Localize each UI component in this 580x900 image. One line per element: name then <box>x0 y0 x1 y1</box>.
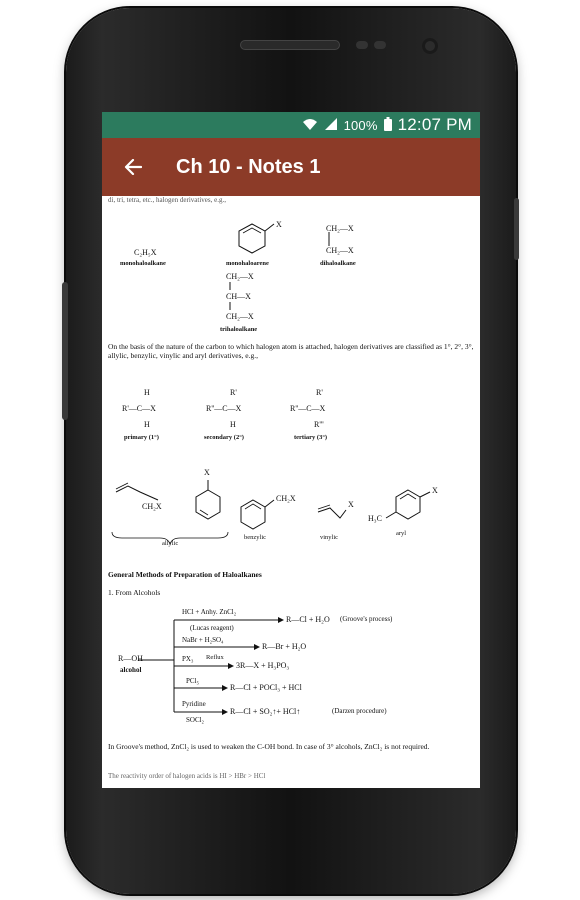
roh-label: alcohol <box>120 666 142 674</box>
power-button[interactable] <box>514 198 519 260</box>
status-bar <box>102 112 480 138</box>
tri-1: CH₂—X <box>226 272 254 281</box>
r5-product: R—Cl + SO₂↑+ HCl↑ <box>230 707 301 716</box>
r1-note: (Groove's process) <box>340 615 393 623</box>
vinylic-chain <box>318 508 346 518</box>
vinylic-label: vinylic <box>320 534 339 541</box>
app-bar <box>102 138 480 196</box>
benzylic-ch2x: CH₂X <box>276 494 296 503</box>
tri-label: trihaloalkane <box>220 326 258 333</box>
heading-methods: General Methods of Preparation of Haloalkanes <box>108 570 262 579</box>
r3-reagent: PX₃ <box>182 655 194 663</box>
secondary-top: R' <box>230 388 237 397</box>
secondary-label: secondary (2°) <box>204 434 244 441</box>
r2-product: R—Br + H₂O <box>262 642 307 651</box>
tri-2: CH—X <box>226 292 251 301</box>
roh: R—OH <box>118 654 143 663</box>
tertiary-top: R' <box>316 388 323 397</box>
primary-top: H <box>144 388 150 397</box>
earpiece-speaker <box>240 40 340 50</box>
r4-product: R—Cl + POCl₃ + HCl <box>230 683 302 692</box>
screen <box>102 112 480 788</box>
primary-label: primary (1°) <box>124 434 159 441</box>
di-top: CH₂—X <box>326 224 354 233</box>
tertiary-label: tertiary (3°) <box>294 434 328 441</box>
allylic-x: X <box>204 468 210 477</box>
status-icons <box>302 114 472 136</box>
secondary-bottom: H <box>230 420 236 429</box>
primary-middle: R'—C—X <box>122 404 156 413</box>
r4-reagent: PCl₅ <box>186 677 199 685</box>
r3-product: 3R—X + H₃PO₃ <box>236 661 290 670</box>
heading-alcohols: 1. From Alcohols <box>108 588 161 597</box>
tertiary-middle: R''—C—X <box>290 404 326 413</box>
allylic-chain <box>116 486 158 500</box>
doc-cut-line-top: di, tri, tetra, etc., halogen derivatives, e.g., <box>108 196 226 204</box>
back-arrow-icon[interactable] <box>122 156 144 178</box>
r5-reagent: Pyridine <box>182 700 206 708</box>
volume-button[interactable] <box>62 282 68 420</box>
battery-percent: 100% <box>343 117 378 133</box>
clock: 12:07 PM <box>397 115 472 134</box>
doc-cut-line-bottom: The reactivity order of halogen acids is HI > HBr > HCl <box>108 772 266 780</box>
vinylic-x: X <box>348 500 354 509</box>
r1-reagent-sub: (Lucas reagent) <box>190 624 234 632</box>
aryl2-x: X <box>432 486 438 495</box>
para-groove: In Groove's method, ZnCl₂ is used to weaken the C-OH bond. In case of 3° alcohols, ZnCl₂ is not required. <box>108 742 430 751</box>
proximity-sensor <box>356 41 368 49</box>
page-title: Ch 10 - Notes 1 <box>176 155 321 178</box>
battery-icon <box>384 117 392 134</box>
r1-reagent: HCl + Anhy. ZnCl₂ <box>182 608 237 616</box>
r5-note: (Darzen procedure) <box>332 707 387 715</box>
document-page[interactable] <box>102 196 480 788</box>
secondary-middle: R''—C—X <box>206 404 242 413</box>
aryl2-label: aryl <box>396 530 407 537</box>
r2-reagent: NaBr + H₂SO₄ <box>182 636 224 644</box>
di-bottom: CH₂—X <box>326 246 354 255</box>
aryl-label: monohaloarene <box>226 260 269 267</box>
signal-icon <box>324 117 338 134</box>
para-basis: On the basis of the nature of the carbon to which halogen atom is attached, halogen derivatives are classified as 1°, 2°, 3°, allylic, benzylic, vinylic and aryl derivatives, e.g., <box>108 342 474 360</box>
light-sensor <box>374 41 386 49</box>
structure-drawings <box>102 196 480 788</box>
r1-product: R—Cl + H₂O <box>286 615 330 624</box>
aryl2-h3c: H₃C <box>368 514 382 523</box>
mono-formula: C₂H₅X <box>134 248 157 257</box>
r3-condition: Reflux <box>206 654 224 661</box>
r5-reagent-sub: SOCl₂ <box>186 716 205 724</box>
primary-bottom: H <box>144 420 150 429</box>
aryl-x: X <box>276 220 282 229</box>
wifi-icon <box>302 117 318 134</box>
tertiary-bottom: R''' <box>314 420 324 429</box>
allylic-label: allylic <box>162 540 179 547</box>
tri-3: CH₂—X <box>226 312 254 321</box>
benzylic-label: benzylic <box>244 534 267 541</box>
mono-label: monohaloalkane <box>120 260 166 267</box>
di-label: dihaloalkane <box>320 260 356 267</box>
allylic-ch2x: CH₂X <box>142 502 162 511</box>
front-camera <box>422 38 438 54</box>
